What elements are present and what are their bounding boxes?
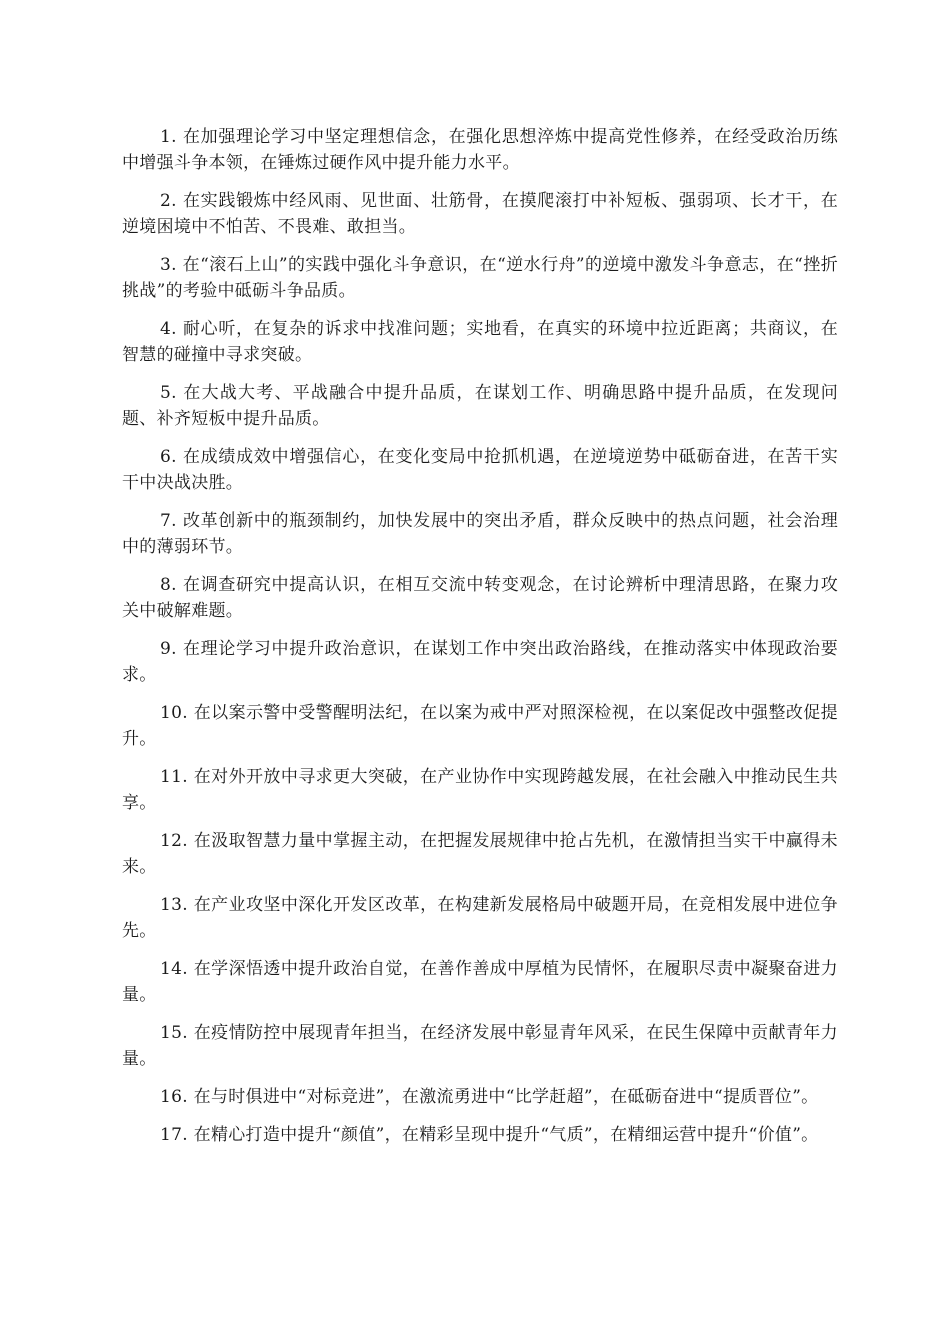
paragraph-13: 13. 在产业攻坚中深化开发区改革，在构建新发展格局中破题开局，在竞相发展中进位争先。 bbox=[122, 895, 838, 941]
paragraph-3: 3. 在“滚石上山”的实践中强化斗争意识，在“逆水行舟”的逆境中激发斗争意志，在“挫折挑战”的考验中砥砺斗争品质。 bbox=[122, 255, 838, 301]
paragraph-2: 2. 在实践锻炼中经风雨、见世面、壮筋骨，在摸爬滚打中补短板、强弱项、长才干，在逆境困境中不怕苦、不畏难、敢担当。 bbox=[122, 191, 838, 237]
paragraph-11: 11. 在对外开放中寻求更大突破，在产业协作中实现跨越发展，在社会融入中推动民生共享。 bbox=[122, 767, 838, 813]
paragraph-7: 7. 改革创新中的瓶颈制约，加快发展中的突出矛盾，群众反映中的热点问题，社会治理中的薄弱环节。 bbox=[122, 511, 838, 557]
paragraph-6: 6. 在成绩成效中增强信心，在变化变局中抢抓机遇，在逆境逆势中砥砺奋进，在苦干实干中决战决胜。 bbox=[122, 447, 838, 493]
paragraph-14: 14. 在学深悟透中提升政治自觉，在善作善成中厚植为民情怀，在履职尽责中凝聚奋进力量。 bbox=[122, 959, 838, 1005]
paragraph-12: 12. 在汲取智慧力量中掌握主动，在把握发展规律中抢占先机，在激情担当实干中赢得未来。 bbox=[122, 831, 838, 877]
paragraph-10: 10. 在以案示警中受警醒明法纪，在以案为戒中严对照深检视，在以案促改中强整改促提升。 bbox=[122, 703, 838, 749]
paragraph-17: 17. 在精心打造中提升“颜值”，在精彩呈现中提升“气质”，在精细运营中提升“价值”。 bbox=[160, 1125, 819, 1145]
paragraph-4: 4. 耐心听，在复杂的诉求中找准问题；实地看，在真实的环境中拉近距离；共商议，在智慧的碰撞中寻求突破。 bbox=[122, 319, 838, 365]
paragraph-1: 1. 在加强理论学习中坚定理想信念，在强化思想淬炼中提高党性修养，在经受政治历练中增强斗争本领，在锤炼过硬作风中提升能力水平。 bbox=[122, 127, 838, 173]
paragraph-9: 9. 在理论学习中提升政治意识，在谋划工作中突出政治路线，在推动落实中体现政治要求。 bbox=[122, 639, 838, 685]
paragraph-5: 5. 在大战大考、平战融合中提升品质，在谋划工作、明确思路中提升品质，在发现问题、补齐短板中提升品质。 bbox=[122, 383, 838, 429]
paragraph-16: 16. 在与时俱进中“对标竞进”，在激流勇进中“比学赶超”，在砥砺奋进中“提质晋位”。 bbox=[160, 1087, 819, 1107]
paragraph-15: 15. 在疫情防控中展现青年担当，在经济发展中彰显青年风采，在民生保障中贡献青年力量。 bbox=[122, 1023, 838, 1069]
paragraph-8: 8. 在调查研究中提高认识，在相互交流中转变观念，在讨论辨析中理清思路，在聚力攻关中破解难题。 bbox=[122, 575, 838, 621]
document-page bbox=[122, 124, 838, 1160]
